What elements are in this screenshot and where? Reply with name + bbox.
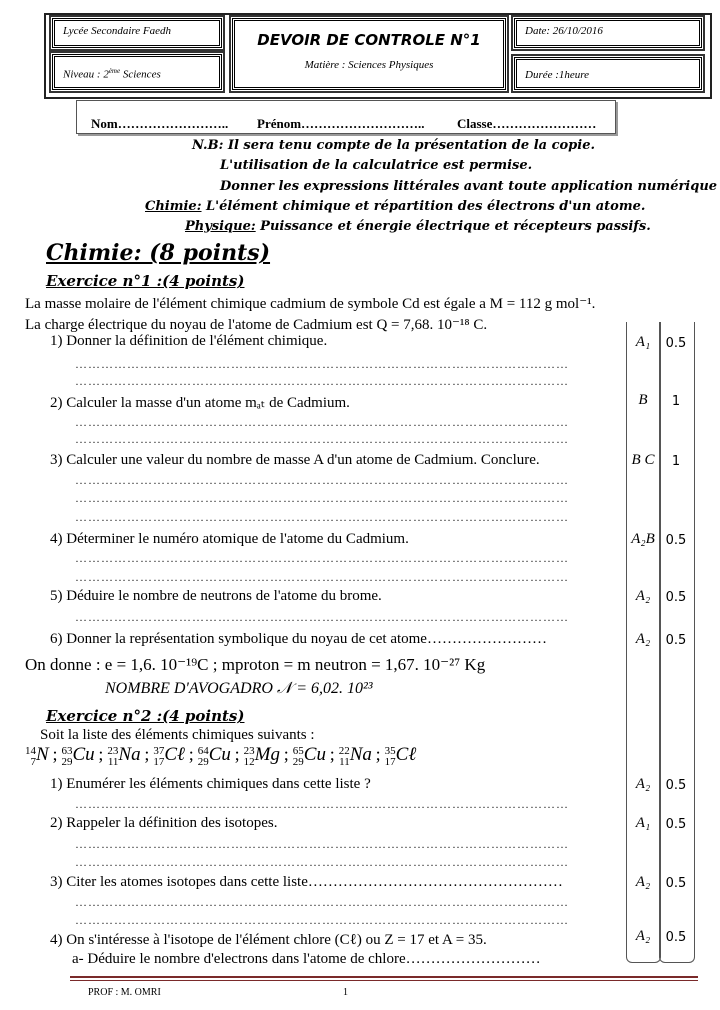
mass-number: 14 xyxy=(25,744,36,757)
competence-label: A₂ xyxy=(635,776,651,792)
isotope-symbol xyxy=(153,744,193,768)
answer-line: …………………………………………………………………………………………………… xyxy=(75,797,569,811)
mass-number: 23 xyxy=(107,744,119,757)
ex1-question-4: 4) Déterminer le numéro atomique de l'atome du Cadmium. xyxy=(50,531,409,547)
separator: ; xyxy=(98,744,104,764)
level-cell xyxy=(52,54,222,90)
ex2-question-3: 3) Citer les atomes isotopes dans cette liste…………………………………………… xyxy=(50,874,563,890)
points-value: 0.5 xyxy=(665,930,687,945)
isotope-numbers xyxy=(293,746,304,768)
isotope-numbers xyxy=(61,746,72,768)
isotope-symbol xyxy=(339,744,381,768)
note-expressions: Donner les expressions littérales avant toute application numérique xyxy=(220,179,718,194)
separator: ; xyxy=(188,744,194,764)
chimie-text: L'élément chimique et répartition des électrons d'un atome. xyxy=(201,199,646,214)
exam-title: DEVOIR DE CONTROLE N°1 xyxy=(257,31,481,49)
ex1-question-5: 5) Déduire le nombre de neutrons de l'atome du brome. xyxy=(50,588,382,604)
isotope-numbers xyxy=(25,746,36,768)
element-symbol: Mg xyxy=(254,744,280,765)
chimie-label: Chimie: xyxy=(145,199,202,214)
duration-cell: Durée :1heure xyxy=(514,57,702,90)
competence-label: A₂B xyxy=(631,531,655,547)
mass-number: 63 xyxy=(61,744,73,757)
physique-label: Physique: xyxy=(185,219,256,234)
section-title: Chimie: (8 points) xyxy=(46,240,271,266)
element-symbol: Na xyxy=(349,744,372,765)
atomic-number: 29 xyxy=(197,755,209,768)
ex1-intro-1: La masse molaire de l'élément chimique cadmium de symbole Cd est égale a M = 112 g mol⁻¹. xyxy=(25,296,596,312)
competence-label: A₂ xyxy=(635,631,651,647)
element-symbol: Cℓ xyxy=(395,744,417,765)
separator: ; xyxy=(329,744,335,764)
isotope-numbers xyxy=(339,746,350,768)
points-value: 0.5 xyxy=(665,876,687,891)
avogadro-constant: NOMBRE D'AVOGADRO 𝒩 = 6,02. 10²³ xyxy=(105,680,373,697)
classe-field[interactable]: Classe…………………… xyxy=(457,116,597,131)
answer-line: …………………………………………………………………………………………………… xyxy=(75,357,569,371)
level-sup: ème xyxy=(108,67,121,75)
exercise2-title: Exercice n°2 :(4 points) xyxy=(46,707,245,725)
note-physique xyxy=(185,219,651,234)
ex2-intro: Soit la liste des éléments chimiques suivants : xyxy=(40,727,315,743)
level-suffix: Sciences xyxy=(122,68,161,81)
level-text: Niveau : 2 xyxy=(63,68,109,81)
ex2-question-4: 4) On s'intéresse à l'isotope de l'élément chlore (Cℓ) ou Z = 17 et A = 35. xyxy=(50,932,487,948)
answer-line: …………………………………………………………………………………………………… xyxy=(75,895,569,909)
element-symbol: Cu xyxy=(303,744,326,765)
element-symbol: Na xyxy=(118,744,141,765)
note-calculator: L'utilisation de la calculatrice est permise. xyxy=(220,158,533,173)
answer-line: …………………………………………………………………………………………………… xyxy=(75,610,569,624)
answer-line: …………………………………………………………………………………………………… xyxy=(75,510,569,524)
isotope-symbol xyxy=(25,744,57,768)
isotope-symbol xyxy=(385,744,417,768)
note-presentation: N.B: Il sera tenu compte de la présentation de la copie. xyxy=(192,138,595,153)
ex1-question-3: 3) Calculer une valeur du nombre de masse A d'un atome de Cadmium. Conclure. xyxy=(50,452,540,468)
ex2-question-1: 1) Enumérer les éléments chimiques dans cette liste ? xyxy=(50,776,371,792)
mass-number: 37 xyxy=(153,744,165,757)
answer-line: …………………………………………………………………………………………………… xyxy=(75,473,569,487)
isotope-symbol xyxy=(198,744,240,768)
ex1-question-1: 1) Donner la définition de l'élément chimique. xyxy=(50,333,328,349)
ex1-intro-2: La charge électrique du noyau de l'atome de Cadmium est Q = 7,68. 10⁻¹⁸ C. xyxy=(25,317,488,333)
ex2-question-4a: a- Déduire le nombre d'electrons dans l'atome de chlore……………………… xyxy=(72,951,541,967)
points-value: 0.5 xyxy=(665,590,687,605)
separator: ; xyxy=(144,744,150,764)
points-value: 0.5 xyxy=(665,533,687,548)
student-info-box xyxy=(76,100,616,134)
element-symbol: Cℓ xyxy=(164,744,185,765)
note-chimie xyxy=(145,199,645,214)
answer-line: …………………………………………………………………………………………………… xyxy=(75,432,569,446)
atomic-number: 11 xyxy=(107,755,119,768)
atomic-number: 11 xyxy=(339,755,350,768)
ex2-question-2: 2) Rappeler la définition des isotopes. xyxy=(50,815,278,831)
physique-text: Puissance et énergie électrique et récepteurs passifs. xyxy=(255,219,651,234)
isotope-symbol xyxy=(293,744,335,768)
competence-label: A₁ xyxy=(635,334,651,350)
competence-label: A₁ xyxy=(635,815,651,831)
mass-number: 64 xyxy=(197,744,209,757)
atomic-number: 7 xyxy=(30,755,36,768)
separator: ; xyxy=(234,744,240,764)
page-number: 1 xyxy=(343,987,348,998)
given-constants: On donne : e = 1,6. 10⁻¹⁹C ; mproton = m neutron = 1,67. 10⁻²⁷ Kg xyxy=(25,655,486,674)
answer-line: …………………………………………………………………………………………………… xyxy=(75,855,569,869)
isotope-symbol xyxy=(61,744,103,768)
element-symbol: Cu xyxy=(208,744,231,765)
atomic-number: 29 xyxy=(292,755,304,768)
prenom-field[interactable]: Prénom……………………….. xyxy=(257,116,425,131)
competence-label: A₂ xyxy=(635,928,651,944)
ex1-question-6: 6) Donner la représentation symbolique du noyau de cet atome…………………… xyxy=(50,631,547,647)
points-value: 0.5 xyxy=(665,633,687,648)
ex1-question-2: 2) Calculer la masse d'un atome mₐₜ de Cadmium. xyxy=(50,395,350,411)
isotope-numbers xyxy=(107,746,118,768)
isotope-list xyxy=(25,744,420,768)
atomic-number: 17 xyxy=(384,755,396,768)
points-value: 1 xyxy=(671,394,681,409)
points-value: 0.5 xyxy=(665,336,687,351)
date-cell: Date: 26/10/2016 xyxy=(514,18,702,48)
mass-number: 35 xyxy=(384,744,396,757)
answer-line: …………………………………………………………………………………………………… xyxy=(75,837,569,851)
school-cell: Lycée Secondaire Faedh xyxy=(52,18,222,48)
competence-label: A₂ xyxy=(635,588,651,604)
answer-line: …………………………………………………………………………………………………… xyxy=(75,491,569,505)
points-value: 0.5 xyxy=(665,778,687,793)
subject: Matière : Sciences Physiques xyxy=(304,59,434,71)
mass-number: 22 xyxy=(338,744,350,757)
competence-label: B xyxy=(638,392,648,408)
answer-line: …………………………………………………………………………………………………… xyxy=(75,913,569,927)
points-value: 1 xyxy=(671,454,681,469)
isotope-symbol xyxy=(244,744,289,768)
title-cell xyxy=(232,18,506,90)
nom-field[interactable]: Nom…………………….. xyxy=(91,116,229,131)
element-symbol: N xyxy=(36,744,49,765)
answer-line: …………………………………………………………………………………………………… xyxy=(75,551,569,565)
isotope-numbers xyxy=(244,746,255,768)
answer-line: …………………………………………………………………………………………………… xyxy=(75,415,569,429)
isotope-numbers xyxy=(385,746,396,768)
footer-rule xyxy=(70,976,698,981)
separator: ; xyxy=(375,744,381,764)
footer-author: PROF : M. OMRI xyxy=(88,987,161,998)
isotope-numbers xyxy=(153,746,164,768)
competence-label: A₂ xyxy=(635,874,651,890)
mass-number: 23 xyxy=(243,744,255,757)
separator: ; xyxy=(283,744,289,764)
atomic-number: 12 xyxy=(243,755,255,768)
isotope-symbol xyxy=(107,744,149,768)
points-value: 0.5 xyxy=(665,817,687,832)
separator: ; xyxy=(52,744,58,764)
atomic-number: 17 xyxy=(153,755,165,768)
element-symbol: Cu xyxy=(72,744,95,765)
isotope-numbers xyxy=(198,746,209,768)
answer-line: …………………………………………………………………………………………………… xyxy=(75,374,569,388)
answer-line: …………………………………………………………………………………………………… xyxy=(75,570,569,584)
competence-label: B C xyxy=(631,452,655,468)
mass-number: 65 xyxy=(292,744,304,757)
exercise1-title: Exercice n°1 :(4 points) xyxy=(46,272,245,290)
atomic-number: 29 xyxy=(61,755,73,768)
